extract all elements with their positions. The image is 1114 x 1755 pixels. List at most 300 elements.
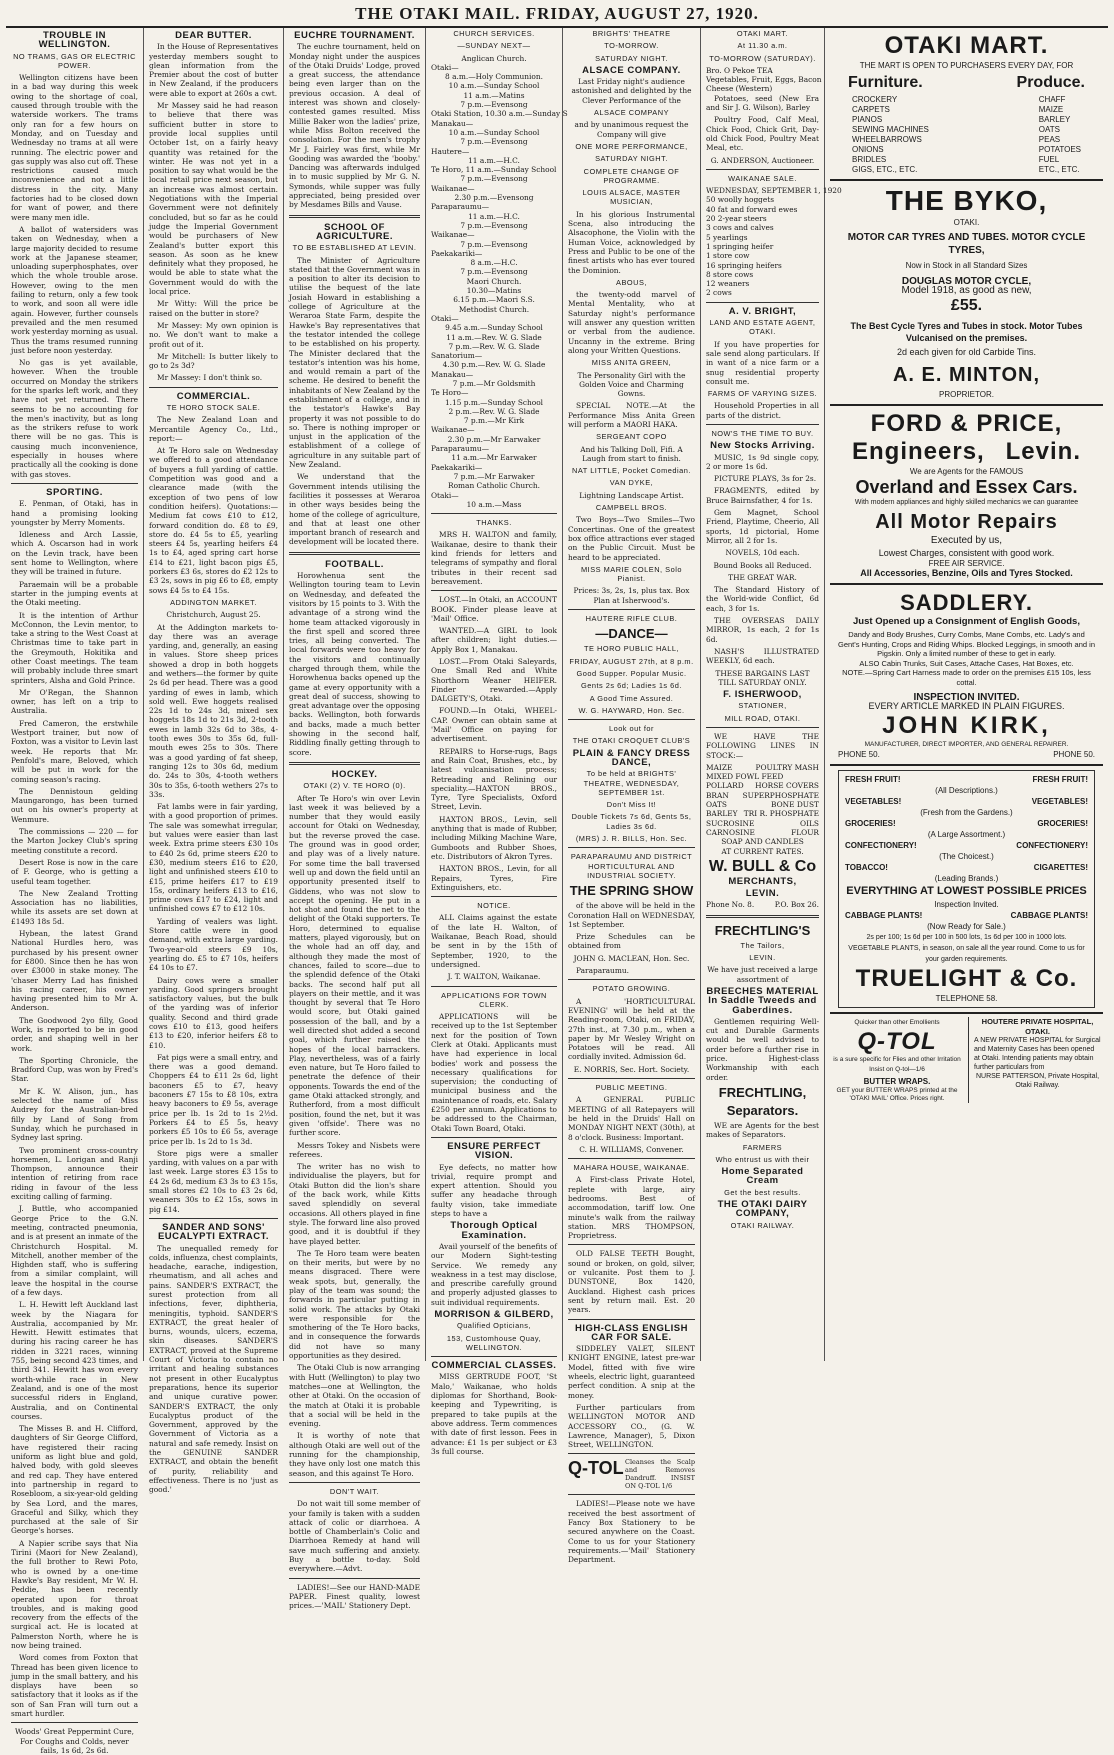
ad-heading: MISS MARIE COLEN, Solo Pianist.	[581, 564, 682, 584]
list-item: WHEELBARROWS	[852, 135, 922, 144]
ad-text: W. G. HAYWARD, Hon. Sec.	[578, 705, 685, 715]
ad-text: OTAKI.	[953, 218, 980, 227]
divider	[568, 1494, 695, 1495]
paragraph: E. Penman, of Otaki, has in hand a promising looking youngster by Merry Moments.	[11, 499, 138, 527]
paragraph: The euchre tournament, held on Monday night under the auspices of the Otaki Druids' Lodge, proved a great success, the attendance being even larger than on the previous occasion. A deal of interest was shown and closely-contested games resulted. Miss Millie Baker won the ladies' prize, while Miss Bolton received the consolation. For the men's trophy Mr J. Fairley was first, while Mr Gooding was awarded the 'booby.' Dancing was afterwards indulged in to music supplied by Mr G. N. Symonds, while supper was fully appreciated, being presided over by Mesdames Bills and Vause.	[289, 42, 420, 210]
article-title: DEAR BUTTER.	[175, 30, 252, 41]
church-line: 7 p.m.—Evensong	[460, 174, 528, 184]
stock-item: MIXED FOWL FEED	[706, 772, 784, 782]
divider	[431, 1356, 557, 1357]
qtol-logo: Q-TOL	[568, 1458, 624, 1479]
ad-text: If you have properties for sale send along particulars. If in want of a nice farm or a snug residential property consult me.	[706, 339, 819, 386]
paragraph: The Minister of Agriculture stated that the Government was in a position to alter its decision to utilise the bequest of the late Josiah Howard in establishing a college of Agriculture at the Weraroa State Farm, despite the Hawke's Bay representatives that the testator intended the college to be established on his property. The Minister declared that the testator's intention was his home, and would remain a part of the scheme. He desired to benefit the inhabitants of New Zealand by the establishment of a college, and in the testator's Hawke's Bay property it was not possible to do so. There is nothing improper or unjust in the application of the establishment of a college of agriculture in any suitable part of New Zealand.	[289, 255, 420, 470]
ad-title: MAHARA HOUSE, WAIKANAE.	[573, 1163, 690, 1173]
stock-item: SUCROSINE	[706, 818, 755, 828]
divider	[568, 1078, 695, 1079]
ad-text: A Good Time Assured.	[589, 693, 674, 703]
ad-text: THESE BARGAINS LAST TILL SATURDAY ONLY.	[715, 668, 810, 687]
paragraph: Hybean, the latest Grand National Hurdles hero, was purchased by his present owner for £800. Since then he has won over £3000 in stake money. The 'chaser Merry Lad has finished his racing career, his owner having presented him to Mr A. Anderson.	[11, 929, 138, 1013]
divider	[568, 1453, 695, 1454]
furniture-list	[852, 95, 929, 175]
ad-text: 2s per 100; 1s 6d per 100 in 500 lots, 1s 6d per 100 in 1000 lots.	[866, 934, 1067, 942]
church-line: Otaki Station, 10.30 a.m.—Sunday S	[431, 109, 568, 119]
ad-row	[845, 862, 1088, 873]
divider	[149, 387, 278, 388]
ad-heading: —DANCE—	[595, 626, 668, 642]
list-item: ONIONS	[852, 145, 884, 154]
ad-text: The Standard History of the World-wide Conflict, 6d each, 3 for 1s.	[706, 585, 819, 613]
list-item: CARPETS	[852, 105, 890, 114]
ad-text: AT CURRENT RATES.	[721, 846, 804, 856]
paragraph: Yarding of vealers was light. Store cattle were in good demand, with extra large yarding. Two-year-old steers £9 10s, yearling do. £5 to £7 10s, heifers £4 10s to £7.	[149, 916, 278, 973]
paragraph: Dairy cows were a smaller yarding. Good springers brought satisfactory values, but the bulk of the yarding was of inferior quality. Second and third grade cows £10 to £13, good heifers £13 to £20, inferior heifers £8 to £10.	[149, 975, 278, 1050]
ad-text: Double Tickets 7s 6d, Gents 5s, Ladies 3s 6d.	[571, 812, 692, 831]
church-line: 11 a.m.—Matins	[463, 90, 525, 100]
ad-text: Bound Books all Reduced.	[713, 560, 812, 570]
phone: PHONE 50.	[838, 749, 880, 759]
ad-title: A. V. BRIGHT,	[728, 305, 797, 317]
ad-heading: Engineers,	[852, 437, 985, 465]
ad-text: FARMS OF VARYING SIZES.	[707, 389, 818, 399]
church-line: 7 p.m.—Evensong	[460, 137, 528, 147]
list-item: GIGS, ETC., ETC.	[852, 165, 918, 174]
ad-title: FORD & PRICE,	[870, 409, 1063, 437]
paragraph: Fat pigs were a small entry, and there was a good demand. Choppers £4 to £11 2s 6d, light baconers £5 to £7, heavy baconers £7 15s to £8 10s, extra heavy baconers to £9 5s, average price per lb. 1s 2d to 1s 2½d. Porkers £4 to £5 5s, heavy porkers £5 10s to £6 5s, average price per lb. 1s 2d to 1s 3d.	[149, 1052, 278, 1146]
list-item: BARLEY	[1038, 115, 1071, 124]
ad-text: JOHN G. MACLEAN, Hon. Sec.	[573, 953, 690, 963]
ad-row	[845, 840, 1088, 851]
ad-text: G. ANDERSON, Auctioneer.	[710, 155, 815, 165]
stock-item: OATS	[706, 800, 727, 810]
column-5	[563, 28, 701, 1565]
ad-text: Inspection Invited.	[934, 900, 999, 910]
ad-heading: DOUGLAS MOTOR CYCLE,	[901, 276, 1032, 287]
classified: ALL Claims against the estate of the late H. Walton, of Waikanae, Beach Road, should be sent in by the 15th of September, 1920, to the undersigned.	[431, 913, 557, 969]
ad-heading: THE SPRING SHOW	[569, 883, 694, 899]
ad-text: Last Friday night's audience astonished and delighted by the Clever Performance of the	[571, 77, 692, 105]
ad-title: POTATO GROWING.	[592, 984, 671, 994]
ad-row	[845, 774, 1088, 785]
stock-item: BRAN	[706, 790, 729, 800]
church-line: Paekakariki—	[431, 248, 483, 258]
ad-text: NOTE.—Spring Cart Harness made to order on the premises £15 10s, less cottal.	[842, 668, 1091, 687]
stock-row	[706, 763, 819, 772]
paragraph: Store pigs were a smaller yarding, with values on a par with last week. Large stores £3 15s to £4 2s 6d, medium £3 3s to £3 15s, small stores £2 10s to £3 2s 6d, weaners 30s to £2 15s, sows in pig £14.	[149, 1148, 278, 1214]
ad-text: WE HAVE THE FOLLOWING LINES IN STOCK:—	[706, 732, 819, 760]
paragraph: A ballot of watersiders was taken on Wednesday, when a large majority decided to resume work at the Japanese steamer, unloading superphosphates, over which the whole trouble arose. However, owing to the men failing to return, only a few took to work, and soon all were idle again. However, further counsels prevailed and the men resumed work yesterday morning as usual. Thus the trams resumed running just before noon yesterday.	[11, 224, 138, 355]
church-line: 7 p.m.—Evensong	[460, 100, 528, 110]
ad-heading: TO-MORROW.	[604, 41, 659, 51]
paragraph: The writer has no wish to individualise the players, but for Otaki Button did the lion's share of the back work, while Kitts saved splendidly on several occasions. All others played in fine style. The forward line also proved good, and it is doubtful if they have played better.	[289, 1162, 420, 1246]
classified: LOST.—In Otaki, an ACCOUNT BOOK. Finder please leave at 'Mail' Office.	[431, 595, 557, 623]
paragraph: Desert Rose is now in the care of F. George, who is getting a useful team together.	[11, 857, 138, 886]
ad-text: Paraparaumu.	[576, 966, 629, 976]
classified: HAXTON BROS., Levin, sell anything that is made of Rubber, including Milking Machine Ware, Gumboots and Rubber Shoes, etc. Distributors of Akron Tyres.	[431, 814, 557, 861]
advertisement: The unequalled remedy for colds, influenza, chest complaints, headache, earache, indigestion, rheumatism, and all aches and pains. SANDER'S EXTRACT, the surest protection from all infections, fever, diphtheria, meningitis, typhoid. SANDER'S EXTRACT, the great healer of burns, wounds, ulcers, eczema, skin diseases. SANDER'S EXTRACT, proved at the Supreme Court of Victoria to contain no irritant and healing substances not present in other Eucalyptus preparations, hence its superior and unique curative power. SANDER'S EXTRACT, the only Eucalyptus product of the Government, approved by the Government of Victoria as a natural and safe remedy. Insist on the GENUINE SANDER EXTRACT, and obtain the benefit of purity, reliability and effectiveness. There is no 'just as good.'	[149, 1243, 278, 1495]
ad-text: A GENERAL PUBLIC MEETING of all Ratepayers will be held in the Druids' Hall on MONDAY NIGHT NEXT (30th), at 8 o'clock. Business: Important.	[568, 1095, 695, 1142]
stock-row	[706, 800, 819, 809]
list-item: MAIZE	[1038, 105, 1064, 114]
ad-title: OTAKI MART.	[884, 32, 1049, 59]
church-line: 8 a.m.—Holy Communion.	[445, 72, 543, 82]
ad-heading: HOUTERE PRIVATE HOSPITAL, OTAKI.	[981, 1017, 1094, 1036]
ad-text: LAND AND ESTATE AGENT, OTAKI.	[709, 318, 816, 337]
church-line: 10 a.m.—Mass	[466, 499, 522, 509]
ad-heading: FRECHTLING,	[718, 1084, 807, 1100]
ad-text: To be held at BRIGHTS' THEATRE, WEDNESDAY, SEPTEMBER 1st.	[583, 769, 680, 797]
paragraph: At the Addington markets to-day there was an average yarding, and, generally, an easing in values. Store sheep prices showed a drop in both hoggets and wethers—the former by quite 2s 6d per head. There was a good yarding of ewes in lamb, which sold well. Ewe hoggets realised 22s 1d to 24s 3d, mixed sex hoggets 18s 1d to 21s 3d, 2-tooth ewes in lamb 32s 6d to 38s, 4-tooth ewes 30s to 35s 6d, full-mouth ewes 25s to 30s. There was a good yarding of fat sheep, ranging 12s to 30s 6d, medium do. 24s to 30s, 4-tooth wethers 30s to 35s, 6-tooth wethers 27s to 33s.	[149, 622, 278, 799]
ad-text: (Now Ready for Sale.)	[927, 922, 1006, 932]
ad-text: Prices: 3s, 2s, 1s, plus tax. Box Plan at Isherwood's.	[573, 586, 690, 605]
ad-text: CONFECTIONERY!	[1016, 840, 1088, 850]
ad-text: FRESH FRUIT!	[1032, 774, 1088, 784]
ad-text: Lowest Charges, consistent with good work.	[878, 548, 1055, 559]
ad-line: 1 store cow	[706, 251, 750, 261]
advertisement: Woods' Great Peppermint Cure, For Coughs and Colds, never fails, 1s 6d, 2s 6d.	[15, 1727, 134, 1755]
ad-text: Executed by us,	[930, 534, 1003, 546]
column-7	[825, 28, 1108, 1361]
ad-heading: MISS ANITA GREEN,	[591, 358, 672, 368]
stock-item: OILS	[800, 818, 819, 828]
ad-text: Insist on Q-tol—1/6	[869, 1066, 925, 1074]
article-subtitle: OTAKI (2) V. TE HORO (0).	[303, 781, 406, 791]
proprietor-name: A. E. MINTON,	[892, 363, 1041, 386]
ad-text: is a sure specific for Flies and other Irritation	[833, 1056, 961, 1064]
stock-item: TRI R. PHOSPHATE	[743, 809, 819, 819]
ad-line: 20 2-year steers	[706, 214, 767, 224]
ad-text: (MRS) J. R. BILLS, Hon. Sec.	[575, 834, 688, 844]
ad-text: EVERY ARTICLE MARKED IN PLAIN FIGURES.	[868, 701, 1065, 712]
ad-text: VEGETABLES!	[845, 796, 902, 806]
divider	[431, 1137, 557, 1138]
ad-title: PARAPARAUMU AND DISTRICT HORTICULTURAL AND INDUSTRIAL SOCIETY.	[570, 852, 693, 880]
ad-text: C. H. WILLIAMS, Convener.	[579, 1144, 684, 1154]
divider	[289, 215, 420, 218]
ad-text: Don't Miss It!	[606, 800, 657, 810]
divider	[568, 979, 695, 980]
divider	[11, 1722, 138, 1723]
ad-text: VEGETABLE PLANTS, in season, on sale all the year round. Come to us for your garden requirements.	[848, 945, 1085, 964]
ad-line: WEDNESDAY, SEPTEMBER 1, 1920	[706, 186, 842, 196]
ad-heading: Qualified Opticians,	[456, 1321, 532, 1331]
church-line: 7 p.m.—Evensong	[460, 267, 528, 277]
ad-title: BRIGHTS' THEATRE	[592, 29, 671, 38]
ad-title: ENSURE PERFECT VISION.	[447, 1140, 541, 1162]
ad-text: The Best Cycle Tyres and Tubes in stock. Motor Tubes Vulcanised on the premises.	[850, 320, 1083, 343]
ad-line: 1 springing heifer	[706, 241, 774, 251]
ad-text: VEGETABLES!	[1031, 796, 1088, 806]
ad-heading: CAMPBELL BROS.	[595, 503, 668, 513]
ad-text: TE HORO PUBLIC HALL,	[583, 644, 679, 654]
ad-title: SADDLERY.	[900, 589, 1033, 615]
divider	[568, 1158, 695, 1159]
ad-text: Look out for	[608, 724, 655, 734]
list-item: OATS	[1038, 125, 1060, 134]
column-4	[426, 28, 568, 1456]
classified: FOUND.—In Otaki, WHEEL-CAP. Owner can obtain same at 'Mail' Office on paying for advertisement.	[431, 706, 557, 744]
ad-address: 153, Customhouse Quay, WELLINGTON.	[446, 1333, 542, 1352]
ad-heading: SERGEANT COPO	[596, 432, 667, 442]
ad-text: And his Talking Doll, Fifi. A Laugh from start to finish.	[580, 444, 683, 463]
paragraph: It is the intention of Arthur McConnon, the Levin mentor, to take a string to the West Coast at Christmas time to take part in the Greymouth, Hokitika and other Coast meetings. The team will probably include three smart sprinters, Alsha and Gold Prince.	[11, 610, 138, 685]
ad-text: GET your BUTTER WRAPS printed at the 'OTAKI MAIL' Office. Prices right.	[836, 1086, 958, 1102]
classified: HAXTON BROS., Levin, for all Repairs, Tyres, Fire Extinguishers, etc.	[431, 864, 557, 892]
ad-text: the twenty-odd marvel of Mental Mentality, who at Saturday night's performance will answer any question written or verbal from the audience. Uncanny in the extreme. Bring along your Written Questions.	[568, 290, 695, 355]
ad-heading: VAN DYKE,	[609, 478, 654, 488]
ad-heading: Just Opened up a Consignment of English Goods,	[853, 615, 1080, 627]
section-title: NOTICE.	[477, 901, 511, 911]
article-title: EUCHRE TOURNAMENT.	[294, 30, 415, 41]
ad-text: Gem Magnet, School Friend, Playtime, Cheerio, All sports, 1d pictorial, Home Mirror, all 2 for 1s.	[706, 508, 819, 545]
ad-text: PICTURE PLAYS, 3s for 2s.	[714, 474, 817, 484]
ad-text: A NEW PRIVATE HOSPITAL for Surgical and Maternity Cases has been opened at Otaki. Intending patients may obtain further particulars from	[974, 1036, 1101, 1071]
divider	[431, 513, 557, 514]
paragraph: The New Zealand Trotting Association has no liabilities, while its assets are set down at £1493 18s 5d.	[11, 888, 138, 926]
paragraph: No gas is yet available, however. When the trouble occurred on Monday the strikers for the sparks left work, and they have not yet returned. There seems to be no accounting for the men's inactivity, but as long as the strikers refuse to work there will be no gas. This is causing much inconvenience, especially in houses where practically all the cooking is done with gas stoves.	[11, 358, 138, 479]
church-line: Roman Catholic Church.	[448, 481, 540, 491]
ad-heading: ABOUS,	[616, 277, 647, 287]
ad-text: CIGARETTES!	[1033, 862, 1088, 872]
stock-item: CARNOSINE	[706, 827, 755, 837]
ad-row	[838, 71, 1095, 95]
church-line: Paekakariki—	[431, 462, 483, 472]
ad-text: LEVIN.	[749, 953, 776, 963]
ad-text: Gents 2s 6d; Ladies 1s 6d.	[581, 681, 682, 691]
column-2	[144, 28, 284, 1495]
ad-title: HIGH-CLASS ENGLISH CAR FOR SALE.	[575, 1322, 688, 1343]
produce-list	[1039, 95, 1081, 175]
ad-text: THE MART IS OPEN TO PURCHASERS EVERY DAY, FOR	[859, 61, 1074, 70]
stock-row	[706, 791, 819, 800]
paragraph: After Te Horo's win over Levin last week it was believed by a number that they would easily account for Otaki on Wednesday, but the reverse proved the case. The ground was in good order, and play was of a lively nature. For some time the ball traversed well up and down the field until an opportunity presented itself to Giddens, who was not slow to accept the opening. He put in a hot shot and found the net to the delight of the Otaki supporters. Te Horo, determined to equalise matters, played vigorously, but on the whole had an off day, and although they made the most of chances, failed to score—due to the splendid defence of the Otaki backs. The second half put all players on their mettle, and it was thought by several that Te Horo would score, but Otaki gained possession of the ball, and by a well directed shot added a second goal, which further raised the hopes of the local barrackers. Play, nevertheless, was of a fairly even nature, but Te Horo failed to penetrate the defence of their opponents. Towards the end of the game Otaki attacked strongly, and Rutherford, from a most difficult position, found the net, but it was given 'offside'. There was no further score.	[289, 793, 420, 1138]
church-line: 10 a.m.—Sunday School	[448, 127, 540, 137]
divider	[431, 896, 557, 897]
ad-heading: EVERYTHING AT LOWEST POSSIBLE PRICES	[846, 884, 1087, 897]
church-line: Otaki—	[431, 62, 459, 72]
church-line: Paraparaumu—	[431, 202, 489, 212]
church-line: Te Horo—	[431, 388, 469, 398]
ad-text: 2d each given for old Carbide Tins.	[896, 346, 1037, 357]
church-line: 7 p.m.—Evensong	[460, 220, 528, 230]
ad-text: MANUFACTURER, DIRECT IMPORTER, AND GENERAL REPAIRER.	[864, 740, 1069, 748]
ad-text: and by unanimous request the Company will give	[574, 120, 689, 139]
church-line: 1.15 p.m.—Sunday School	[444, 397, 544, 407]
advertisement: Avail yourself of the benefits of our Modern Sight-testing Service. We remedy any weakness in a test may disclose, and prescribe carefully ground and properly adjusted glasses to suit individual requirements.	[431, 1241, 557, 1307]
ad-text: OTAKI RAILWAY.	[730, 1220, 795, 1230]
ad-text: Good Supper. Popular Music.	[576, 668, 687, 678]
stock-row	[706, 809, 819, 818]
ad-heading: NAT LITTLE, Pocket Comedian.	[572, 466, 691, 476]
ford-price-ad	[830, 404, 1103, 583]
phone: Phone No. 8.	[706, 900, 755, 910]
paragraph: J. Buttle, who accompanied George Price to the G.N. meeting, contracted pneumonia, and is at present an inmate of the Christchurch Hospital. M. Mitchell, another member of the Highden staff, who is suffering from a similar complaint, will leave the hospital in the course of a few days.	[11, 1204, 138, 1297]
church-line: 2 p.m.—Rev. W. G. Slade	[448, 406, 540, 416]
ad-text: FREE AIR SERVICE.	[928, 559, 1005, 569]
paragraph: Word comes from Foxton that Thread has been given licence to jump in the small battery, and his displays have been so satisfactory that it looks as if the son of San Fran will turn out a smart hurdler.	[11, 1653, 138, 1719]
ad-heading: Separators.	[726, 1102, 799, 1118]
ad-heading: All Motor Repairs	[875, 510, 1058, 533]
ad-heading: Home Separated Cream	[721, 1166, 804, 1187]
ad-text: GROCERIES!	[845, 818, 896, 828]
paragraph: Two prominent cross-country horsemen, L. Lorigan and Ranji Thompson, announce their intention of retiring from race riding in favour of the less exciting calling of farming.	[11, 1145, 138, 1202]
ad-text: NASH'S ILLUSTRATED WEEKLY, 6d each.	[706, 646, 819, 666]
divider	[431, 590, 557, 591]
church-line: 11 a.m.—Rev. W. G. Slade	[446, 332, 542, 342]
ad-text: With modern appliances and highly skilled mechanics we can guarantee	[854, 498, 1079, 506]
ad-line: 3 cows and calves	[706, 223, 774, 233]
paragraph: The New Zealand Loan and Mercantile Agency Co., Ltd., report:—	[149, 415, 278, 443]
ad-line: Cheese (Western)	[706, 84, 773, 94]
ad-heading: THE OTAKI DAIRY COMPANY,	[717, 1198, 808, 1220]
ad-line: 40 fat and forward ewes	[706, 204, 798, 214]
church-line: Paraparaumu—	[431, 444, 489, 454]
price: £55.	[950, 296, 983, 314]
classified: WANTED.—A GIRL to look after children; light duties.—Apply Box 1, Manakau.	[431, 626, 557, 654]
divider	[706, 727, 819, 728]
paragraph: Mr Massey: I don't think so.	[157, 373, 263, 383]
ad-text: THE OVERSEAS DAILY MIRROR, 1s each, 2 for 1s 6d.	[706, 616, 819, 644]
saddlery-ad	[830, 583, 1103, 764]
ad-text: GROCERIES!	[1037, 818, 1088, 828]
divider	[706, 915, 819, 918]
ad-title: HAUTERE RIFLE CLUB.	[585, 614, 678, 624]
ad-text: TOBACCO!	[845, 862, 888, 872]
ad-text: Now in Stock in all Standard Sizes	[905, 261, 1028, 270]
stock-row	[706, 819, 819, 828]
church-line: 7 p.m.—Evensong	[460, 239, 528, 249]
advertisement: LADIES!—See our HAND-MADE PAPER. Finest quality, lowest prices.—'MAIL' Stationery Dept.	[289, 1582, 420, 1611]
ad-text: The Personality Girl with the Golden Voice and Charming Gowns.	[577, 370, 686, 399]
ad-heading: THE OTAKI CROQUET CLUB'S	[572, 736, 691, 746]
ad-text: PROPRIETOR.	[939, 389, 994, 399]
list-item: PEAS	[1038, 135, 1061, 144]
list-item: ETC., ETC.	[1038, 165, 1080, 174]
paragraph: The Otaki Club is now arranging with Hutt (Wellington) to play two matches—one at Wellington, the other at Otaki. On the occasion of the match at Otaki it is probable that a social will be held in the evening.	[289, 1363, 420, 1429]
paragraph: Idleness and Arch Lassie, which A. Oscarson had in work on the Levin track, have been sent home to Wellington, where they will be trained in future.	[11, 530, 138, 577]
article-subtitle: NO TRAMS, GAS OR ELECTRIC POWER.	[13, 51, 136, 70]
list-item: FUEL	[1038, 155, 1060, 164]
ad-heading: BUTTER WRAPS.	[863, 1077, 931, 1087]
ad-line: 50 woolly hoggets	[706, 195, 775, 205]
ad-text: MUSIC, 1s 9d single copy, 2 or more 1s 6d.	[706, 452, 819, 471]
ad-text: Cleanses the Scalp and Removes Dandruff. INSIST ON Q-TOL 1/6	[625, 1458, 695, 1491]
stock-item: FLOUR	[791, 827, 819, 837]
ad-text: Potatoes, seed (New Era and Sir J. G. Wilson), Barley	[706, 93, 819, 113]
ad-lists	[838, 95, 1095, 175]
divider	[568, 1319, 695, 1320]
divider	[706, 169, 819, 170]
divider	[568, 1244, 695, 1245]
church-line: Manakau—	[431, 118, 474, 128]
ad-text: TELEPHONE 58.	[935, 994, 998, 1004]
article-subtitle: TE HORO STOCK SALE.	[166, 402, 261, 412]
ad-line: 12 weaners	[706, 279, 750, 289]
divider	[149, 1218, 278, 1219]
ad-heading: LOUIS ALSACE, MASTER MUSICIAN,	[582, 188, 681, 207]
ad-text: FRIDAY, AUGUST 27th, at 8 p.m.	[569, 656, 694, 666]
ad-text: THE GREAT WAR.	[728, 572, 797, 582]
paragraph: Mr Massey said he had reason to believe that there was sufficient butter in store to provide local supplies until October 1st, on a fairly heavy quantity was retained for the winter. He was not yet in a position to say what would be the local retail price next season, but an increase was almost certain. Negotiations with the Imperial Government were not definitely concluded, but so far as he could judge the Imperial Government would be purchasers of New Zealand's butter export this season. As soon as he knew definitely what they proposed, he would be able to state what the Government would do with the local price.	[149, 101, 278, 297]
ad-text: E. NORRIS, Sec. Hort. Society.	[573, 1064, 690, 1074]
ad-text: ALSO Cabin Trunks, Suit Cases, Attache Cases, Hat Boxes, etc.	[859, 658, 1074, 668]
church-line: 7 p.m.—Mr Kirk	[463, 416, 525, 426]
church-line: 6.15 p.m.—Maori S.S.	[453, 295, 535, 305]
section-title: SPORTING.	[46, 486, 103, 498]
paragraph: The Dennistoun gelding Maungarongo, has been turned out on his owner's property at Wenmure.	[11, 786, 138, 824]
ad-text: Who entrust us with their	[715, 1154, 810, 1164]
ad-text: (The Choicest.)	[939, 851, 994, 861]
church-line: 9.45 a.m.—Sunday School	[445, 323, 543, 333]
ad-text: FRAGMENTS, edited by Bruce Bairnsfather, 4 for 1s.	[706, 486, 819, 505]
paragraph: At Te Horo sale on Wednesday we offered to a good attendance of buyers a full yarding of cattle. Competition was good and a clearance made (with the exception of two pens of low condition heifers). Quotations:— Medium fat cows £10 to £12, forward condition do. £8 to £9, store do. £4 5s to £5, yearling steers £4 5s, yearling heifers £4 1s to £4, aged spring cart horse £14 to £21, light bacon pigs £5, porkers £3 6s, stores do £2 12s to £3 2s, sows in pig £6 to £8, empty sows £4 5s to £4 15s.	[149, 446, 278, 595]
section-title: APPLICATIONS FOR TOWN CLERK.	[441, 990, 547, 1009]
church-line: Otaki—	[431, 490, 459, 500]
article-title: TROUBLE IN WELLINGTON.	[38, 30, 111, 51]
ad-text: STATIONER,	[738, 701, 787, 711]
stock-item: SUPERPHOSPHATE	[742, 790, 819, 800]
ad-text: Household Properties in all parts of the district.	[706, 401, 819, 420]
ad-text: FRESH FRUIT!	[845, 774, 901, 784]
column-1	[6, 28, 144, 1755]
stock-item: POULTRY MASH	[755, 762, 819, 772]
divider	[706, 302, 819, 303]
stock-item: BONE DUST	[771, 800, 819, 810]
qtol-logo: Q-TOL	[857, 1028, 937, 1056]
ad-text: Dandy and Body Brushes, Curry Combs, Mane Combs, etc. Lady's and Gent's Hunting, Crops and Riding Whips. Blocked Leggings, in smooth and in Pigskin. Only a limited number of these to get in early.	[838, 630, 1095, 659]
advertisement: MISS GERTRUDE FOOT, 'St Malo,' Waikanae, who holds diplomas for Shorthand, Book-keeping and Typewriting, is prepared to take pupils at the above address. Term commences with date of first lesson. Fees in advance: £1 1s per subject or £3 3s full course.	[431, 1372, 557, 1456]
bottom-ads	[830, 1012, 1103, 1105]
list-item: PIANOS	[852, 115, 883, 124]
ad-row	[845, 818, 1088, 829]
ad-text: Quicker than other Emollients	[854, 1019, 940, 1027]
paragraph: Fred Cameron, the erstwhile Westport trainer, but now of Foxton, was a visitor to Levin last week. He reports that Mr. Penfold's mare, Beloved, which will be put in work for the coming season's racing.	[11, 718, 138, 784]
church-line: 11 a.m.—Mr Earwaker	[451, 453, 537, 463]
church-line: Te Horo, 11 a.m.—Sunday School	[431, 165, 557, 175]
paragraph: Messrs Tokey and Nisbets were referees.	[289, 1140, 420, 1159]
ad-heading: Thorough Optical Examination.	[450, 1220, 538, 1241]
byko-ad	[830, 179, 1103, 404]
ad-heading: TRUELIGHT & Co.	[855, 965, 1078, 993]
ad-text: Further particulars from WELLINGTON MOTOR AND ACCESSORY CO., (G. W. Lawrence, Manager), 5, Dixon Street, WELLINGTON.	[568, 1402, 695, 1450]
article-title: SCHOOL OF AGRICULTURE.	[315, 221, 394, 242]
ad-text: MILL ROAD, OTAKI.	[724, 713, 801, 723]
ad-heading: Furniture.	[848, 74, 923, 91]
article-subtitle: ADDINGTON MARKET.	[170, 597, 257, 607]
church-line: 11 a.m.—H.C.	[468, 155, 520, 165]
ad-heading: JOHN KIRK,	[882, 711, 1051, 739]
ad-text: NURSE PATTERSON, Private Hospital, Otaki Railway.	[975, 1072, 1100, 1089]
ad-heading: COMPLETE CHANGE OF PROGRAMME.	[583, 166, 680, 185]
classified: APPLICATIONS will be received up to the 1st September next for the position of Town Clerk at Otaki. Applicants must have had experience in local bodies' work and possess the necessary qualifications for supervision; the conducting of municipal business and the maintenance of roads, etc. Salary £250 per annum. Applications to be addressed to the Chairman, Otaki Town Board, Otaki.	[431, 1012, 557, 1133]
ad-heading: Levin.	[1005, 437, 1081, 465]
stock-row	[706, 828, 819, 837]
column-6	[701, 28, 842, 1361]
ad-heading: MORRISON & GILBERD,	[434, 1309, 554, 1320]
divider	[706, 424, 819, 425]
ad-title: NOW'S THE TIME TO BUY.	[711, 428, 814, 438]
ad-text: NOVELS, 10d each.	[725, 548, 800, 558]
ad-line: Vegetables, Fruit, Eggs, Bacon	[706, 75, 822, 85]
ad-heading: INSPECTION INVITED.	[913, 692, 1020, 704]
ad-text: OLD FALSE TEETH Bought, sound or broken, on gold, silver, or vulcanite. Post them to J. DUNSTONE, Box 1420, Auckland. Highest cash prices sent by return mail. Est. 20 years.	[568, 1249, 695, 1315]
ad-title: WAIKANAE SALE.	[728, 173, 797, 183]
ad-text: At 11.30 a.m.	[737, 41, 788, 51]
church-line: 10.30—Matins	[466, 286, 522, 296]
ad-text: A 'HORTICULTURAL EVENING' will be held at the Reading-room, Otaki, on FRIDAY, 27th inst., at 7.30 p.m., when a paper by Mr Wesley Wright on Potatoes will be read. All cordially invited. Admission 6d.	[568, 996, 695, 1062]
church-line: 7 p.m.—Rev. W. G. Slade	[448, 341, 540, 351]
ad-text: The Tailors,	[740, 940, 785, 950]
church-line: Methodist Church.	[458, 304, 530, 314]
